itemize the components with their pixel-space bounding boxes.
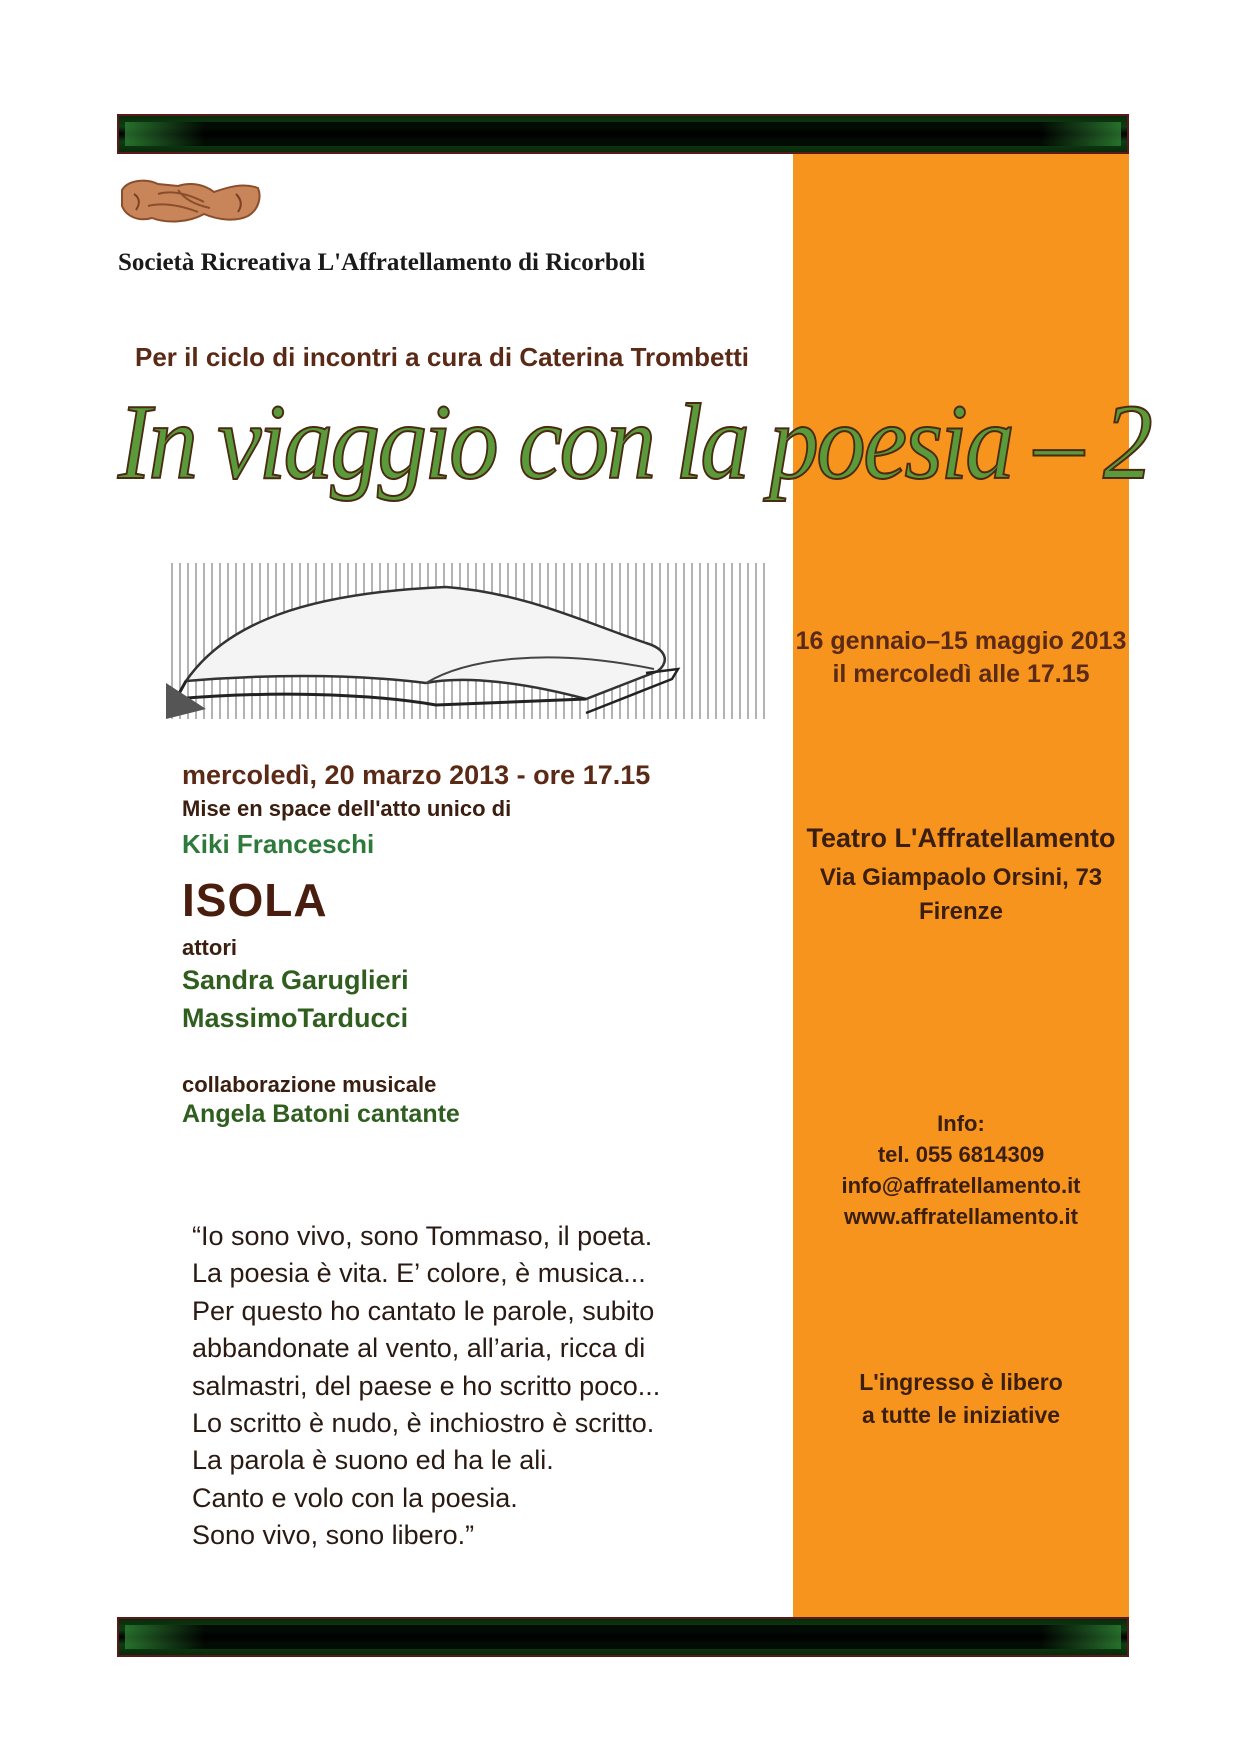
poem-quote: [192, 1218, 660, 1555]
poem-line: salmastri, del paese e ho scritto poco...: [192, 1370, 661, 1401]
poem-line: Canto e volo con la poesia.: [192, 1482, 518, 1513]
info-block: [793, 1108, 1129, 1232]
series-dates-weekday: il mercoledì alle 17.15: [832, 660, 1090, 688]
venue-address: [793, 861, 1129, 929]
entry-note: [793, 1366, 1129, 1432]
venue-city: Firenze: [918, 898, 1004, 925]
actors-label: attori: [182, 935, 237, 960]
info-label: Info:: [937, 1111, 985, 1136]
venue-name: Teatro L'Affratellamento: [806, 823, 1116, 853]
event-date-time: mercoledì, 20 marzo 2013 - ore 17.15: [182, 760, 651, 790]
poem-line: Per questo ho cantato le parole, subito: [192, 1295, 655, 1326]
bottom-decorative-bar: [117, 1617, 1129, 1657]
series-dates-range: 16 gennaio–15 maggio 2013: [795, 627, 1127, 655]
society-name: Società Ricreativa L'Affratellamento di Ricorboli: [118, 249, 646, 276]
series-dates: [793, 625, 1129, 691]
info-website[interactable]: www.affratellamento.it: [844, 1204, 1078, 1229]
poem-line: Lo scritto è nudo, è inchiostro è scritto.: [192, 1408, 655, 1439]
handshake-icon: [118, 172, 264, 228]
venue-street: Via Giampaolo Orsini, 73: [819, 864, 1103, 891]
entry-note-line: a tutte le iniziative: [861, 1402, 1061, 1428]
poem-line: abbandonate al vento, all’aria, ricca di: [192, 1333, 646, 1364]
entry-note-line: L'ingresso è libero: [859, 1369, 1063, 1395]
music-collaboration-label: collaborazione musicale: [182, 1072, 437, 1097]
poem-line: La poesia è vita. E’ colore, è musica...: [192, 1258, 646, 1289]
open-book-illustration: [166, 563, 770, 719]
top-decorative-bar: [117, 114, 1129, 154]
play-author: Kiki Franceschi: [182, 829, 375, 859]
music-credit: Angela Batoni cantante: [182, 1100, 460, 1128]
series-title: In viaggio con la poesia – 2: [118, 383, 1151, 502]
event-description: Mise en space dell'atto unico di: [182, 796, 512, 821]
poem-line: La parola è suono ed ha le ali.: [192, 1445, 554, 1476]
actor-name: Sandra Garuglieri: [182, 965, 409, 995]
poem-line: Sono vivo, sono libero.”: [192, 1520, 475, 1551]
play-title: ISOLA: [182, 874, 328, 926]
info-phone: tel. 055 6814309: [877, 1142, 1045, 1167]
info-email[interactable]: info@affratellamento.it: [841, 1173, 1081, 1198]
series-intro: Per il ciclo di incontri a cura di Caterina Trombetti: [135, 342, 750, 372]
poem-line: “Io sono vivo, sono Tommaso, il poeta.: [192, 1221, 653, 1251]
actor-name: MassimoTarducci: [182, 1003, 409, 1033]
